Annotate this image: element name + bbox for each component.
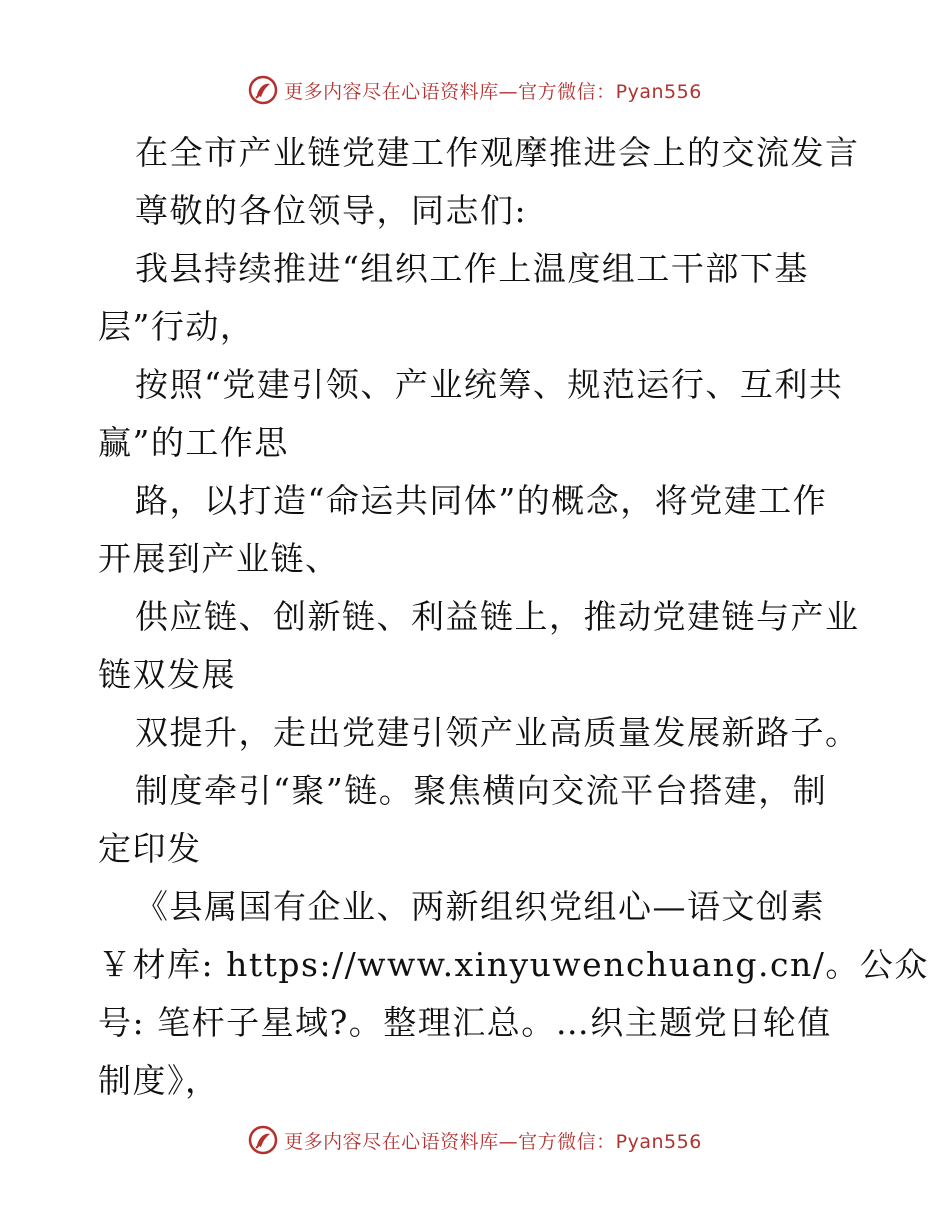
paragraph-line: 供应链、创新链、利益链上，推动党建链与产业 — [135, 597, 860, 636]
paragraph-line: 定印发 — [98, 829, 202, 868]
paragraph-line: 制度牵引“聚”链。聚焦横向交流平台搭建，制 — [135, 771, 828, 810]
paragraph-line: 层”行动， — [98, 307, 255, 346]
paragraph-line: ￥材库: https://www.xinyuwenchuang.cn/。公众 — [98, 945, 929, 984]
library-logo-icon — [248, 1125, 278, 1155]
paragraph-line: 《县属国有企业、两新组织党组心—语文创素 — [135, 887, 825, 926]
footer-watermark-text: 更多内容尽在心语资料库—官方微信：Pyan556 — [284, 1130, 702, 1153]
header-watermark-banner — [0, 70, 950, 110]
document-title: 在全市产业链党建工作观摩推进会上的交流发言 — [135, 133, 860, 172]
paragraph-line: 按照“党建引领、产业统筹、规范运行、互利共 — [135, 365, 844, 404]
paragraph-line: 路，以打造“命运共同体”的概念，将党建工作 — [135, 481, 828, 520]
salutation: 尊敬的各位领导，同志们: — [135, 191, 528, 230]
paragraph-line: 我县持续推进“组织工作上温度组工干部下基 — [135, 249, 809, 288]
header-watermark-text: 更多内容尽在心语资料库—官方微信：Pyan556 — [284, 80, 702, 103]
paragraph-line: 赢”的工作思 — [98, 423, 289, 462]
footer-watermark-banner — [0, 1120, 950, 1160]
paragraph-line: 双提升，走出党建引领产业高质量发展新路子。 — [135, 713, 860, 752]
document-body — [98, 124, 929, 1110]
paragraph-line: 开展到产业链、 — [98, 539, 340, 578]
paragraph-line: 制度》， — [98, 1061, 220, 1100]
library-logo-icon — [248, 75, 278, 105]
paragraph-line: 链双发展 — [98, 655, 236, 694]
paragraph-line: 号: 笔杆子星域?。整理汇总。…织主题党日轮值 — [98, 1003, 832, 1042]
